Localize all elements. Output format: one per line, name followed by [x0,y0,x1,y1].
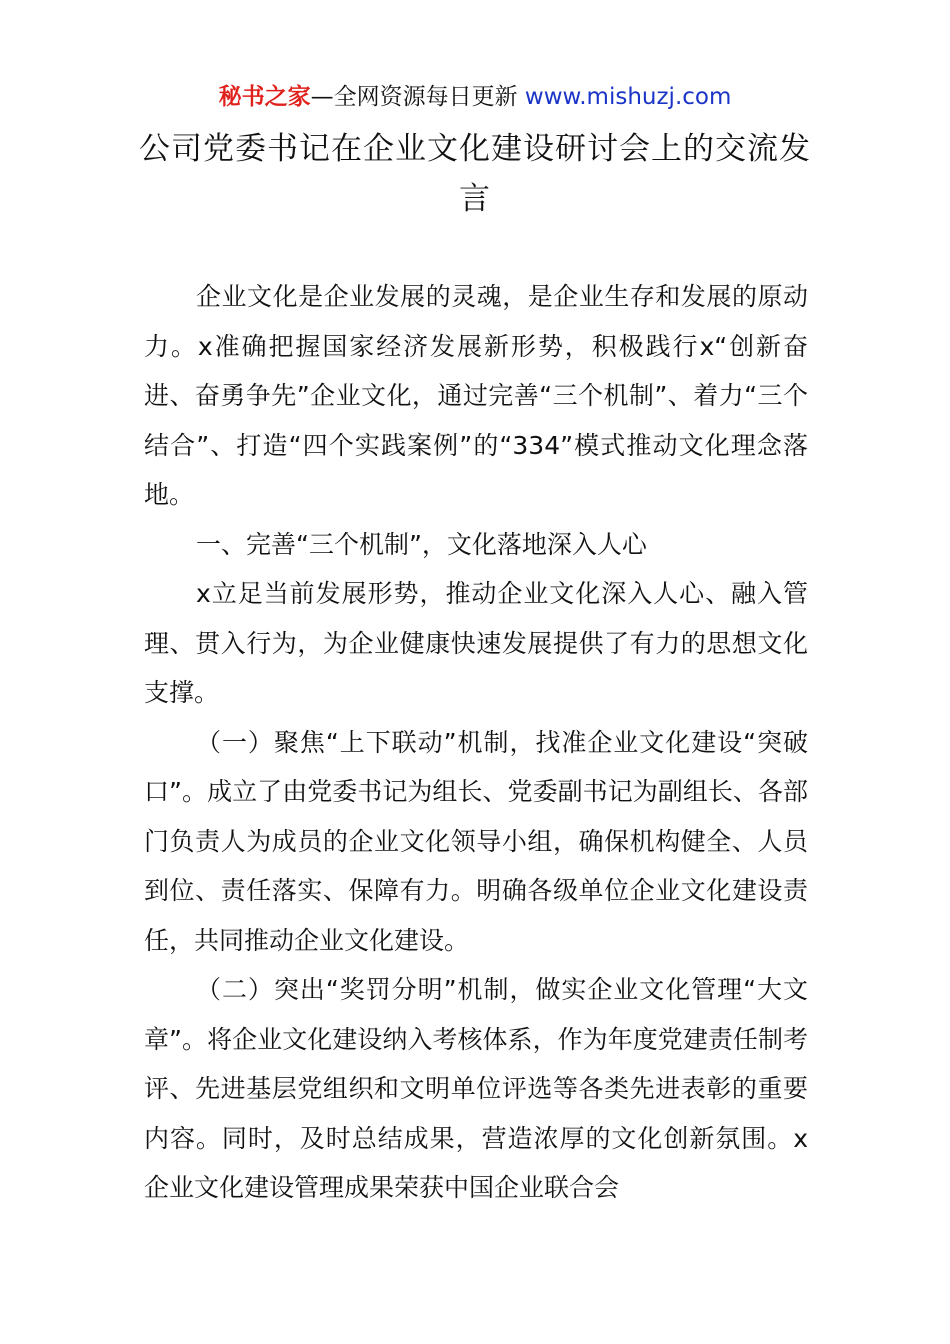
site-tagline: —全网资源每日更新 [310,84,525,110]
paragraph-subsection-2: （二）突出“奖罚分明”机制，做实企业文化管理“大文章”。将企业文化建设纳入考核体系，作为年度党建责任制考评、先进基层党组织和文明单位评选等各类先进表彰的重要内容。同时，及时总结成果，营造浓厚的文化创新氛围。x企业文化建设管理成果荣获中国企业联合会 [144,975,808,1202]
paragraph-subsection-1: （一）聚焦“上下联动”机制，找准企业文化建设“突破口”。成立了由党委书记为组长、党委副书记为副组长、各部门负责人为成员的企业文化领导小组，确保机构健全、人员到位、责任落实、保障有力。明确各级单位企业文化建设责任，共同推动企业文化建设。 [144,727,808,955]
document-title: 公司党委书记在企业文化建设研讨会上的交流发言 [139,131,811,217]
paragraph-intro: 企业文化是企业发展的灵魂，是企业生存和发展的原动力。x准确把握国家经济发展新形势，积极践行x“创新奋进、奋勇争先”企业文化，通过完善“三个机制”、着力“三个结合”、打造“四个实践案例”的“334”模式推动文化理念落地。 [144,282,808,509]
section-heading-1: 一、完善“三个机制”，文化落地深入人心 [196,529,647,559]
site-brand: 秘书之家 [218,84,311,110]
site-banner [0,80,950,114]
site-url-link[interactable]: www.mishuzj.com [524,84,732,110]
document-body [144,272,808,1213]
paragraph-section-1: x立足当前发展形势，推动企业文化深入人心、融入管理、贯入行为，为企业健康快速发展提供了有力的思想文化支撑。 [144,579,808,707]
